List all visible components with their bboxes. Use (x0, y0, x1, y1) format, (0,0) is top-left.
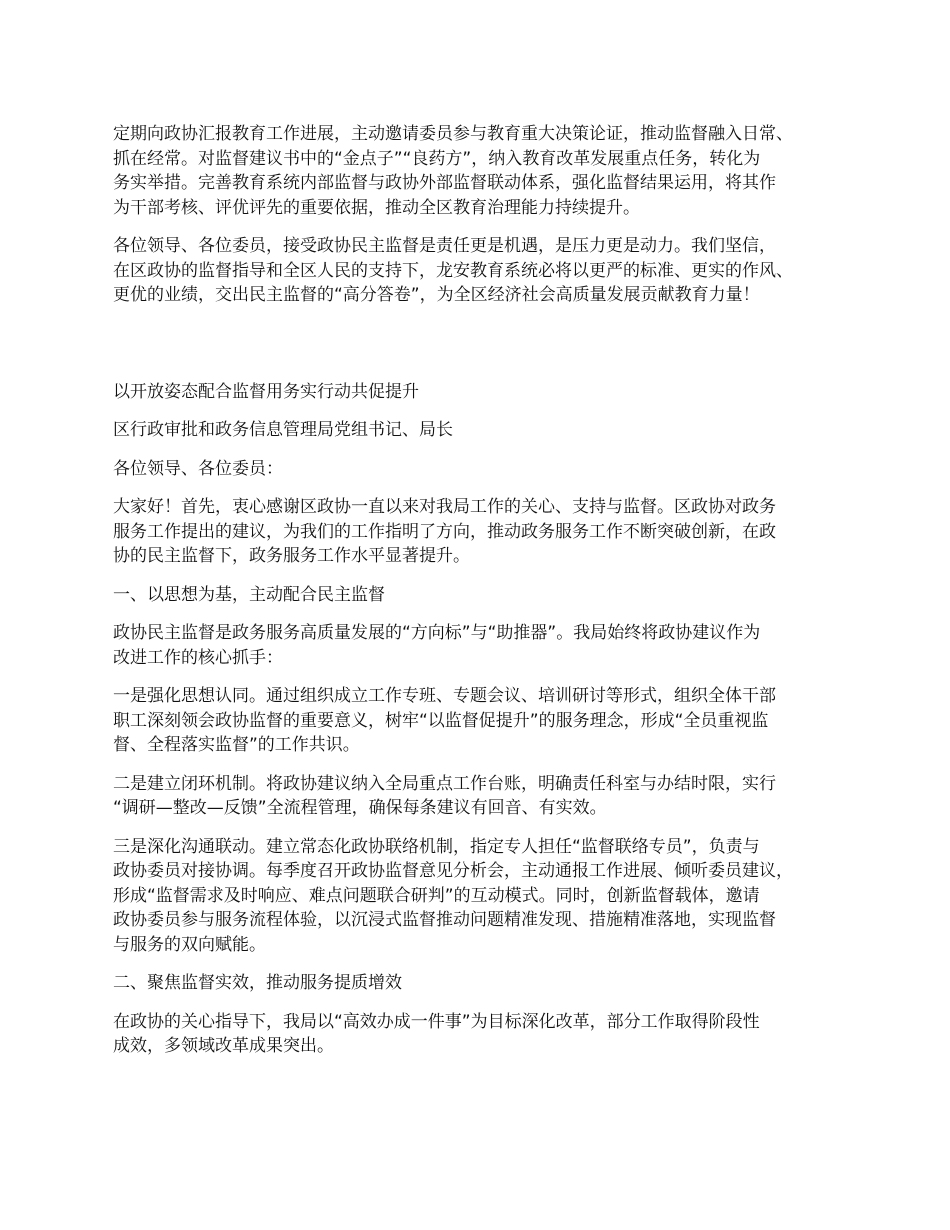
text-line: 更优的业绩，交出民主监督的“高分答卷”，为全区经济社会高质量发展贡献教育力量！ (113, 285, 760, 305)
greeting: 各位领导、各位委员： (113, 458, 283, 479)
speaker-position: 区行政审批和政务信息管理局党组书记、局长 (113, 420, 453, 440)
paragraph-point-3 (113, 835, 858, 958)
section-heading-2: 二、聚焦监督实效，推动服务提质增效 (113, 973, 402, 993)
paragraph-intro (113, 495, 858, 569)
text-line: 大家好！首先，衷心感谢区政协一直以来对我局工作的关心、支持与监督。区政协对政务 (113, 497, 776, 517)
text-line: 政协民主监督是政务服务高质量发展的“方向标”与“助推器”。我局始终将政协建议作为 (113, 623, 761, 643)
text-line: 政协委员对接协调。每季度召开政协监督意见分析会，主动通报工作进展、倾听委员建议， (113, 861, 793, 881)
text-line: 二是建立闭环机制。将政协建议纳入全局重点工作台账，明确责任科室与办结时限，实行 (113, 773, 776, 794)
paragraph-closing-statement (113, 234, 858, 308)
text-line: 在区政协的监督指导和全区人民的支持下，龙安教育系统必将以更严的标准、更实的作风、 (113, 260, 793, 281)
text-line: 抓在经常。对监督建议书中的“金点子”“良药方”，纳入教育改革发展重点任务，转化为 (113, 148, 761, 169)
paragraph-heading2-intro (113, 1010, 858, 1059)
text-line: 服务工作提出的建议，为我们的工作指明了方向，推动政务服务工作不断突破创新，在政 (113, 521, 776, 542)
text-line: 形成“监督需求及时响应、难点问题联合研判”的互动模式。同时，创新监督载体，邀请 (113, 885, 760, 906)
text-line: “调研—整改—反馈”全流程管理，确保每条建议有回音、有实效。 (113, 798, 607, 818)
text-line: 职工深刻领会政协监督的重要意义，树牢“以监督促提升”的服务理念，形成“全员重视监 (113, 710, 769, 731)
paragraph-heading1-intro (113, 621, 858, 670)
text-line: 成效，多领域改革成果突出。 (113, 1036, 334, 1056)
text-line: 与服务的双向赋能。 (113, 934, 266, 955)
text-line: 改进工作的核心抓手： (113, 647, 283, 668)
text-line: 在政协的关心指导下，我局以“高效办成一件事”为目标深化改革，部分工作取得阶段性 (113, 1011, 760, 1032)
text-line: 督、全程落实监督”的工作共识。 (113, 735, 360, 755)
paragraph-point-1 (113, 684, 858, 758)
text-line: 定期向政协汇报教育工作进展，主动邀请委员参与教育重大决策论证，推动监督融入日常、 (113, 124, 793, 144)
text-line: 务实举措。完善教育系统内部监督与政协外部监督联动体系，强化监督结果运用，将其作 (113, 173, 776, 193)
document-body (113, 122, 858, 1073)
text-line: 为干部考核、评优评先的重要依据，推动全区教育治理能力持续提升。 (113, 197, 640, 218)
text-line: 各位领导、各位委员，接受政协民主监督是责任更是机遇，是压力更是动力。我们坚信， (113, 236, 776, 256)
paragraph-point-2 (113, 772, 858, 821)
paragraph-education-supervision (113, 122, 858, 220)
text-line: 协的民主监督下，政务服务工作水平显著提升。 (113, 546, 470, 566)
speech-title: 以开放姿态配合监督用务实行动共促提升 (113, 381, 419, 402)
text-line: 政协委员参与服务流程体验，以沉浸式监督推动问题精准发现、措施精准落地，实现监督 (113, 910, 776, 930)
section-spacer (113, 322, 858, 380)
text-line: 一是强化思想认同。通过组织成立工作专班、专题会议、培训研讨等形式，组织全体干部 (113, 686, 776, 706)
section-heading-1: 一、以思想为基，主动配合民主监督 (113, 584, 385, 605)
text-line: 三是深化沟通联动。建立常态化政协联络机制，指定专人担任“监督联络专员”，负责与 (113, 836, 760, 857)
